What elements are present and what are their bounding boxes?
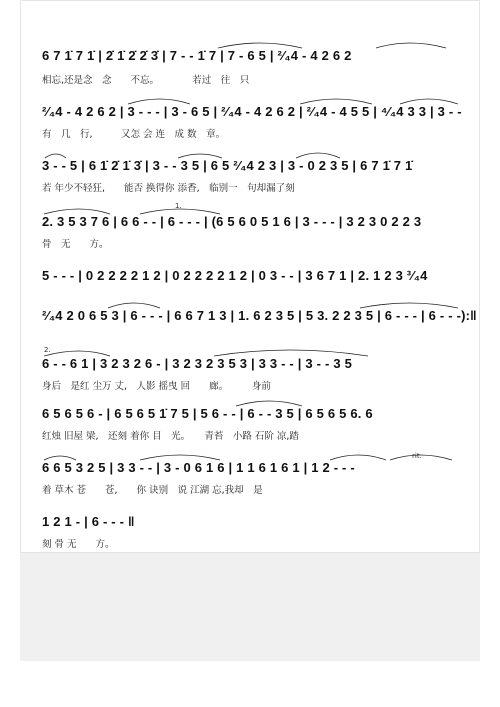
volta-2-marker: 2.	[44, 346, 51, 354]
notation-line-8: 6 5 6 5 6 - | 6 5 6 5 1̇ 7 5 | 5 6 - - | 6 - - 3 5 | 6 5 6 5 6. 6	[42, 406, 373, 421]
lyric-line-9: 着 草木 苍 苍, 你 诀别 说 江湖 忘,我却 是	[42, 485, 263, 496]
notation-line-3: 3 - - 5 | 6 1̇ 2̇ 1̇ 3̇ | 3 - - 3 5 | 6 5 ²⁄₄4 2 3 | 3 - 0 2 3 5 | 6 7 1̇ 7 1̇	[42, 158, 413, 173]
notation-line-4: 2. 3 5 3 7 6 | 6 6 - - | 6 - - - | (6 5 6 0 5 1 6 | 3 - - - | 3 2 3 0 2 2 3	[42, 214, 422, 229]
lyric-line-7: 身后 是红 尘万 丈, 人影 摇曳 回 廊。 身前	[42, 381, 271, 392]
lyric-line-4: 骨 无 方。	[42, 239, 109, 250]
notation-line-2: ²⁄₄4 - 4 2 6 2 | 3 - - - | 3 - 6 5 | ²⁄₄4 - 4 2 6 2 | ²⁄₄4 - 4 5 5 | ⁴⁄₄4 3 3 | 3 - -	[42, 104, 462, 119]
volta-1-marker: 1.	[175, 202, 182, 210]
notation-line-9: 6 6 5 3 2 5 | 3 3 - - | 3 - 0 6 1 6 | 1 1 6 1 6 1 | 1 2 - - -	[42, 460, 355, 475]
rit-marker: rit.	[412, 452, 422, 460]
blank-page-bottom	[20, 552, 480, 661]
lyric-line-3: 若 年少不轻狂, 能否 换得你 添香, 临别一 句却漏了刻	[42, 183, 295, 194]
notation-line-6: ²⁄₄4 2 0 6 5 3 | 6 - - - | 6 6 7 1 3 | 1. 6 2 3 5 | 5 3. 2 2 3 5 | 6 - - - | 6 - - -):‖	[42, 308, 477, 323]
notation-line-1: 6 7 1̇ 7 1̇ | 2̇ 1̇ 2̇ 2̇ 3̇ | 7 - - 1̇ 7 | 7 - 6 5 | ²⁄₄4 - 4 2 6 2	[42, 48, 352, 63]
notation-line-10: 1 2 1 - | 6 - - - ‖	[42, 514, 135, 529]
lyric-line-1: 相忘,还是念 念 不忘。 若过 往 只	[42, 75, 250, 86]
lyric-line-10: 刻 骨 无 方。	[42, 539, 115, 550]
lyric-line-8: 红烛 旧屋 梁, 还刻 着你 目 光。 青苔 小路 石阶 凉,踏	[42, 431, 299, 442]
notation-line-5: 5 - - - | 0 2 2 2 2 1 2 | 0 2 2 2 2 1 2 | 0 3 - - | 3 6 7 1 | 2. 1 2 3 ³⁄₄4	[42, 268, 428, 283]
notation-line-7: 6 - - 6 1 | 3 2 3 2 6 - | 3 2 3 2 3 5 3 | 3 3 - - | 3 - - 3 5	[42, 356, 353, 371]
lyric-line-2: 有 几 行, 又怎 会 连 成 数 章。	[42, 129, 226, 140]
